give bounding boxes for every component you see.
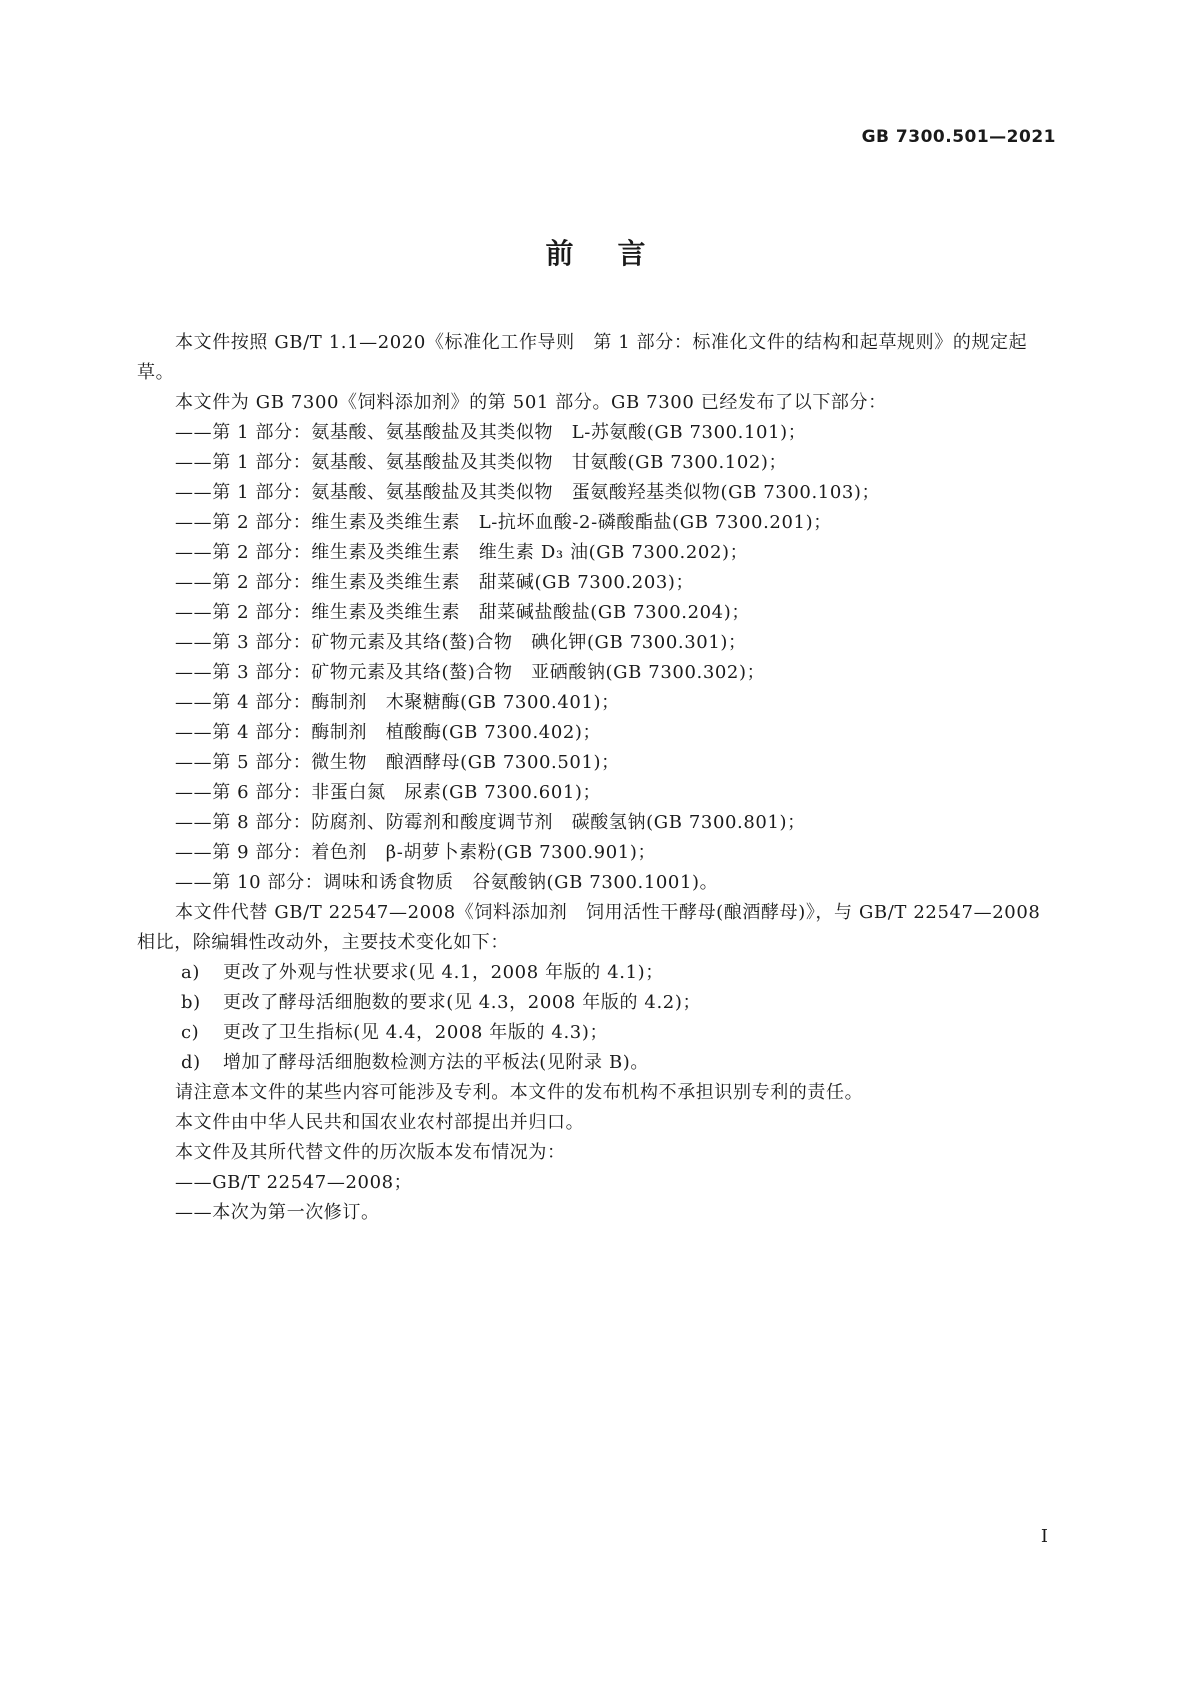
list-item: ——第 10 部分：调味和诱食物质 谷氨酸钠(GB 7300.1001)。 — [175, 872, 719, 893]
page-number: I — [1040, 1526, 1048, 1547]
change-item — [137, 1048, 1057, 1078]
change-text: 增加了酵母活细胞数检测方法的平板法(见附录 B)。 — [223, 1052, 649, 1073]
list-item: ——第 8 部分：防腐剂、防霉剂和酸度调节剂 碳酸氢钠(GB 7300.801)； — [175, 812, 806, 833]
proposer-statement: 本文件由中华人民共和国农业农村部提出并归口。 — [175, 1112, 585, 1133]
standard-number: GB 7300.501—2021 — [861, 127, 1056, 147]
list-item: ——第 3 部分：矿物元素及其络(螯)合物 亚硒酸钠(GB 7300.302)； — [175, 662, 766, 683]
change-tag: d) — [181, 1052, 201, 1073]
list-item: ——第 2 部分：维生素及类维生素 L-抗坏血酸-2-磷酸酯盐(GB 7300.201)； — [175, 512, 832, 533]
parts-list — [137, 418, 1057, 898]
change-item — [137, 988, 1057, 1018]
change-tag: a) — [181, 962, 200, 983]
list-item: ——第 9 部分：着色剂 β-胡萝卜素粉(GB 7300.901)； — [175, 842, 657, 863]
change-item — [137, 958, 1057, 988]
list-item: ——第 3 部分：矿物元素及其络(螯)合物 碘化钾(GB 7300.301)； — [175, 632, 747, 653]
change-text: 更改了外观与性状要求(见 4.1，2008 年版的 4.1)； — [223, 962, 664, 983]
change-text: 更改了卫生指标(见 4.4，2008 年版的 4.3)； — [223, 1022, 609, 1043]
page-title: 前言 — [545, 237, 690, 270]
history-intro: 本文件及其所代替文件的历次版本发布情况为： — [175, 1142, 566, 1163]
history-item: ——GB/T 22547—2008； — [175, 1172, 413, 1193]
list-item: ——第 6 部分：非蛋白氮 尿素(GB 7300.601)； — [175, 782, 602, 803]
change-text: 更改了酵母活细胞数的要求(见 4.3，2008 年版的 4.2)； — [223, 992, 702, 1013]
series-intro-paragraph: 本文件为 GB 7300《饲料添加剂》的第 501 部分。GB 7300 已经发布了以下部分： — [175, 392, 887, 413]
list-item: ——第 1 部分：氨基酸、氨基酸盐及其类似物 L-苏氨酸(GB 7300.101)； — [175, 422, 807, 443]
list-item: ——第 5 部分：微生物 酿酒酵母(GB 7300.501)； — [175, 752, 620, 773]
list-item: ——第 4 部分：酶制剂 植酸酶(GB 7300.402)； — [175, 722, 602, 743]
list-item: ——第 1 部分：氨基酸、氨基酸盐及其类似物 甘氨酸(GB 7300.102)； — [175, 452, 788, 473]
replacement-paragraph: 本文件代替 GB/T 22547—2008《饲料添加剂 饲用活性干酵母(酿酒酵母)》，与 GB/T 22547—2008 相比，除编辑性改动外，主要技术变化如下： — [137, 902, 1041, 953]
list-item: ——第 4 部分：酶制剂 木聚糖酶(GB 7300.401)； — [175, 692, 620, 713]
preface-body — [137, 328, 1057, 1228]
patent-notice: 请注意本文件的某些内容可能涉及专利。本文件的发布机构不承担识别专利的责任。 — [175, 1082, 864, 1103]
list-item: ——第 1 部分：氨基酸、氨基酸盐及其类似物 蛋氨酸羟基类似物(GB 7300.103)； — [175, 482, 881, 503]
change-item — [137, 1018, 1057, 1048]
list-item: ——第 2 部分：维生素及类维生素 甜菜碱盐酸盐(GB 7300.204)； — [175, 602, 750, 623]
list-item: ——第 2 部分：维生素及类维生素 甜菜碱(GB 7300.203)； — [175, 572, 695, 593]
change-tag: b) — [181, 992, 201, 1013]
change-tag: c) — [181, 1022, 200, 1043]
list-item: ——第 2 部分：维生素及类维生素 维生素 D₃ 油(GB 7300.202)； — [175, 542, 749, 563]
changes-list — [137, 958, 1057, 1078]
drafting-rule-paragraph: 本文件按照 GB/T 1.1—2020《标准化工作导则 第 1 部分：标准化文件的结构和起草规则》的规定起草。 — [137, 332, 1028, 383]
history-item: ——本次为第一次修订。 — [175, 1202, 380, 1223]
